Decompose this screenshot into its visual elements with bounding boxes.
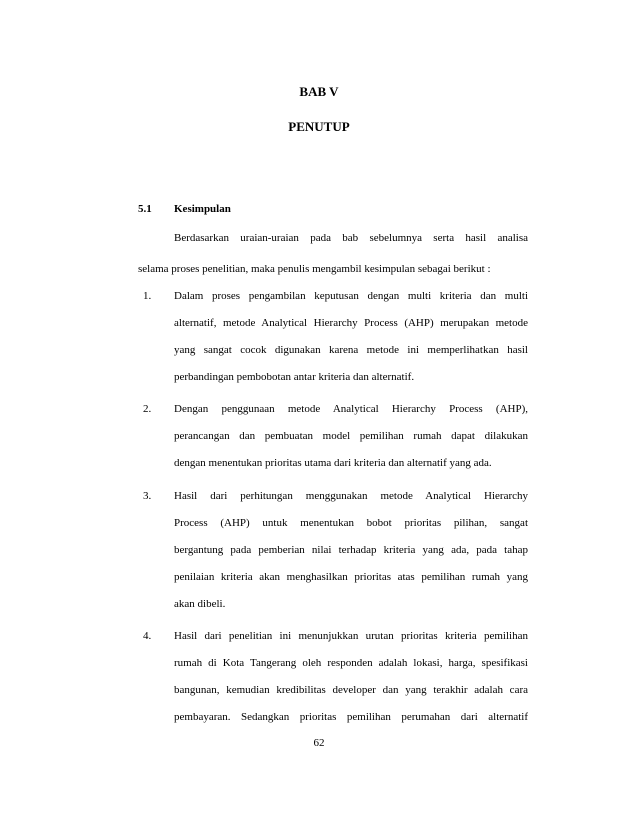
section-number: 5.1 [138, 203, 152, 215]
list-item-line: Hasil dari perhitungan menggunakan metode Analytical Hierarchy [174, 490, 528, 502]
list-item-line: bergantung pada pemberian nilai terhadap kriteria yang ada, pada tahap [174, 544, 528, 556]
list-item-line: penilaian kriteria akan menghasilkan prioritas atas pemilihan rumah yang [174, 571, 528, 583]
chapter-heading: BAB V [299, 84, 339, 99]
list-item-line: Dengan penggunaan metode Analytical Hierarchy Process (AHP), [174, 403, 528, 415]
list-item-number: 1. [143, 290, 152, 302]
list-item-line: akan dibeli. [174, 598, 226, 610]
list-item-line: perbandingan pembobotan antar kriteria dan alternatif. [174, 371, 415, 383]
list-item-line: Process (AHP) untuk menentukan bobot prioritas pilihan, sangat [174, 517, 528, 529]
list-item-line: perancangan dan pembuatan model pemilihan rumah dapat dilakukan [174, 430, 528, 442]
list-item-line: dengan menentukan prioritas utama dari kriteria dan alternatif yang ada. [174, 457, 492, 469]
intro-line: selama proses penelitian, maka penulis mengambil kesimpulan sebagai berikut : [138, 263, 491, 275]
list-item-line: rumah di Kota Tangerang oleh responden adalah lokasi, harga, spesifikasi [174, 657, 528, 669]
chapter-title: PENUTUP [288, 119, 350, 134]
list-item-line: yang sangat cocok digunakan karena metode ini memperlihatkan hasil [174, 344, 528, 356]
list-item-line: Hasil dari penelitian ini menunjukkan urutan prioritas kriteria pemilihan [174, 630, 528, 642]
intro-line: Berdasarkan uraian-uraian pada bab sebelumnya serta hasil analisa [174, 232, 528, 244]
list-item-line: bangunan, kemudian kredibilitas developer dan yang terakhir adalah cara [174, 684, 528, 696]
list-item-line: alternatif, metode Analytical Hierarchy Process (AHP) merupakan metode [174, 317, 528, 329]
list-item-number: 3. [143, 490, 152, 502]
section-title: Kesimpulan [174, 203, 231, 215]
list-item-line: pembayaran. Sedangkan prioritas pemilihan perumahan dari alternatif [174, 711, 528, 723]
list-item-number: 2. [143, 403, 152, 415]
list-item-number: 4. [143, 630, 152, 642]
list-item-line: Dalam proses pengambilan keputusan dengan multi kriteria dan multi [174, 290, 528, 302]
page-number: 62 [313, 737, 325, 749]
